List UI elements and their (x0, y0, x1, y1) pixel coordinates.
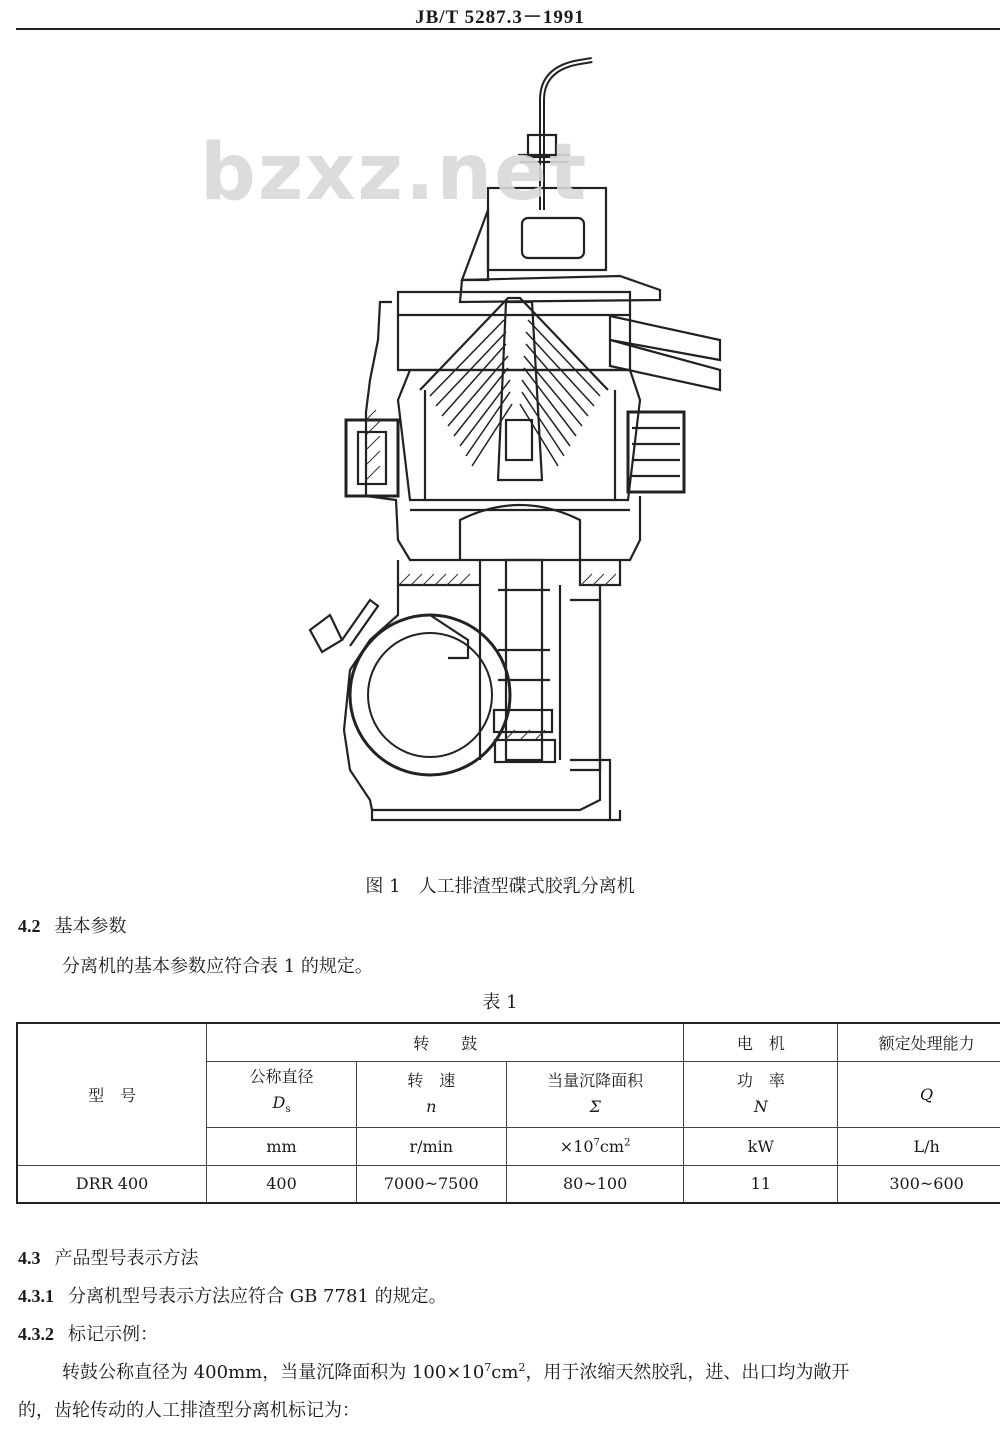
example-unit: cm (491, 1362, 519, 1383)
unit-diameter: mm (207, 1127, 357, 1165)
example-line-1 (62, 1358, 849, 1384)
parameters-table (16, 1022, 1000, 1204)
header-speed-label: 转 速 (407, 1071, 456, 1090)
example-exp: 7 (484, 1361, 492, 1374)
section-number: 4.2 (18, 916, 41, 936)
header-area-label: 当量沉降面积 (547, 1071, 644, 1090)
section-4-3-2 (18, 1320, 158, 1346)
example-exp2: 2 (518, 1361, 526, 1374)
section-title: 基本参数 (54, 916, 127, 937)
table-row (17, 1165, 1000, 1203)
header-power-symbol: N (753, 1097, 768, 1116)
section-number: 4.3.1 (18, 1286, 54, 1306)
cell-area: 80~100 (506, 1165, 684, 1203)
unit-area-exp2: 2 (624, 1137, 631, 1149)
header-power (684, 1061, 838, 1127)
section-4-3-1 (18, 1282, 447, 1308)
header-model: 型 号 (17, 1023, 207, 1165)
table-title: 表 1 (482, 992, 518, 1013)
example-line-2: 的，齿轮传动的人工排渣型分离机标记为： (18, 1400, 360, 1421)
figure-caption: 图 1 人工排渣型碟式胶乳分离机 (365, 876, 635, 897)
unit-area (506, 1127, 684, 1165)
header-motor: 电 机 (684, 1023, 838, 1061)
header-diameter-label: 公称直径 (249, 1067, 314, 1087)
section-4-3-heading (18, 1244, 199, 1270)
section-number: 4.3.2 (18, 1324, 54, 1344)
header-speed-symbol: n (426, 1097, 437, 1116)
unit-capacity: L/h (838, 1127, 1000, 1165)
unit-power: kW (684, 1127, 838, 1165)
section-4-2-text: 分离机的基本参数应符合表 1 的规定。 (62, 956, 373, 977)
document-header: JB/T 5287.3－1991 (415, 7, 585, 28)
section-title: 标记示例： (68, 1324, 158, 1345)
section-title: 产品型号表示方法 (54, 1248, 199, 1269)
header-area-symbol: Σ (589, 1097, 601, 1116)
cell-capacity: 300~600 (838, 1165, 1000, 1203)
header-diameter (207, 1061, 357, 1127)
unit-speed: r/min (356, 1127, 506, 1165)
header-capacity: 额定处理能力 (838, 1023, 1000, 1061)
section-number: 4.3 (18, 1248, 41, 1268)
header-power-label: 功 率 (736, 1071, 785, 1090)
unit-area-prefix: ×10 (559, 1136, 594, 1156)
header-capacity-symbol: Q (838, 1061, 1000, 1127)
unit-area-unit: cm (599, 1136, 625, 1156)
unit-area-exp: 7 (593, 1137, 600, 1149)
example-text-c: ，用于浓缩天然胶乳，进、出口均为敞开 (525, 1362, 850, 1383)
cell-diameter: 400 (207, 1165, 357, 1203)
cell-speed: 7000~7500 (356, 1165, 506, 1203)
header-area (506, 1061, 684, 1127)
header-drum: 转 鼓 (207, 1023, 684, 1061)
section-4-2-heading (18, 912, 127, 938)
header-speed (356, 1061, 506, 1127)
example-text-a: 转鼓公称直径为 400mm，当量沉降面积为 100×10 (62, 1362, 485, 1383)
watermark: bzxz.net (200, 128, 589, 218)
header-diameter-subscript: s (285, 1104, 291, 1116)
header-rule (16, 28, 1000, 30)
section-title: 分离机型号表示方法应符合 GB 7781 的规定。 (68, 1286, 447, 1307)
header-diameter-symbol: D (272, 1093, 286, 1113)
cell-power: 11 (684, 1165, 838, 1203)
cell-model: DRR 400 (17, 1165, 207, 1203)
